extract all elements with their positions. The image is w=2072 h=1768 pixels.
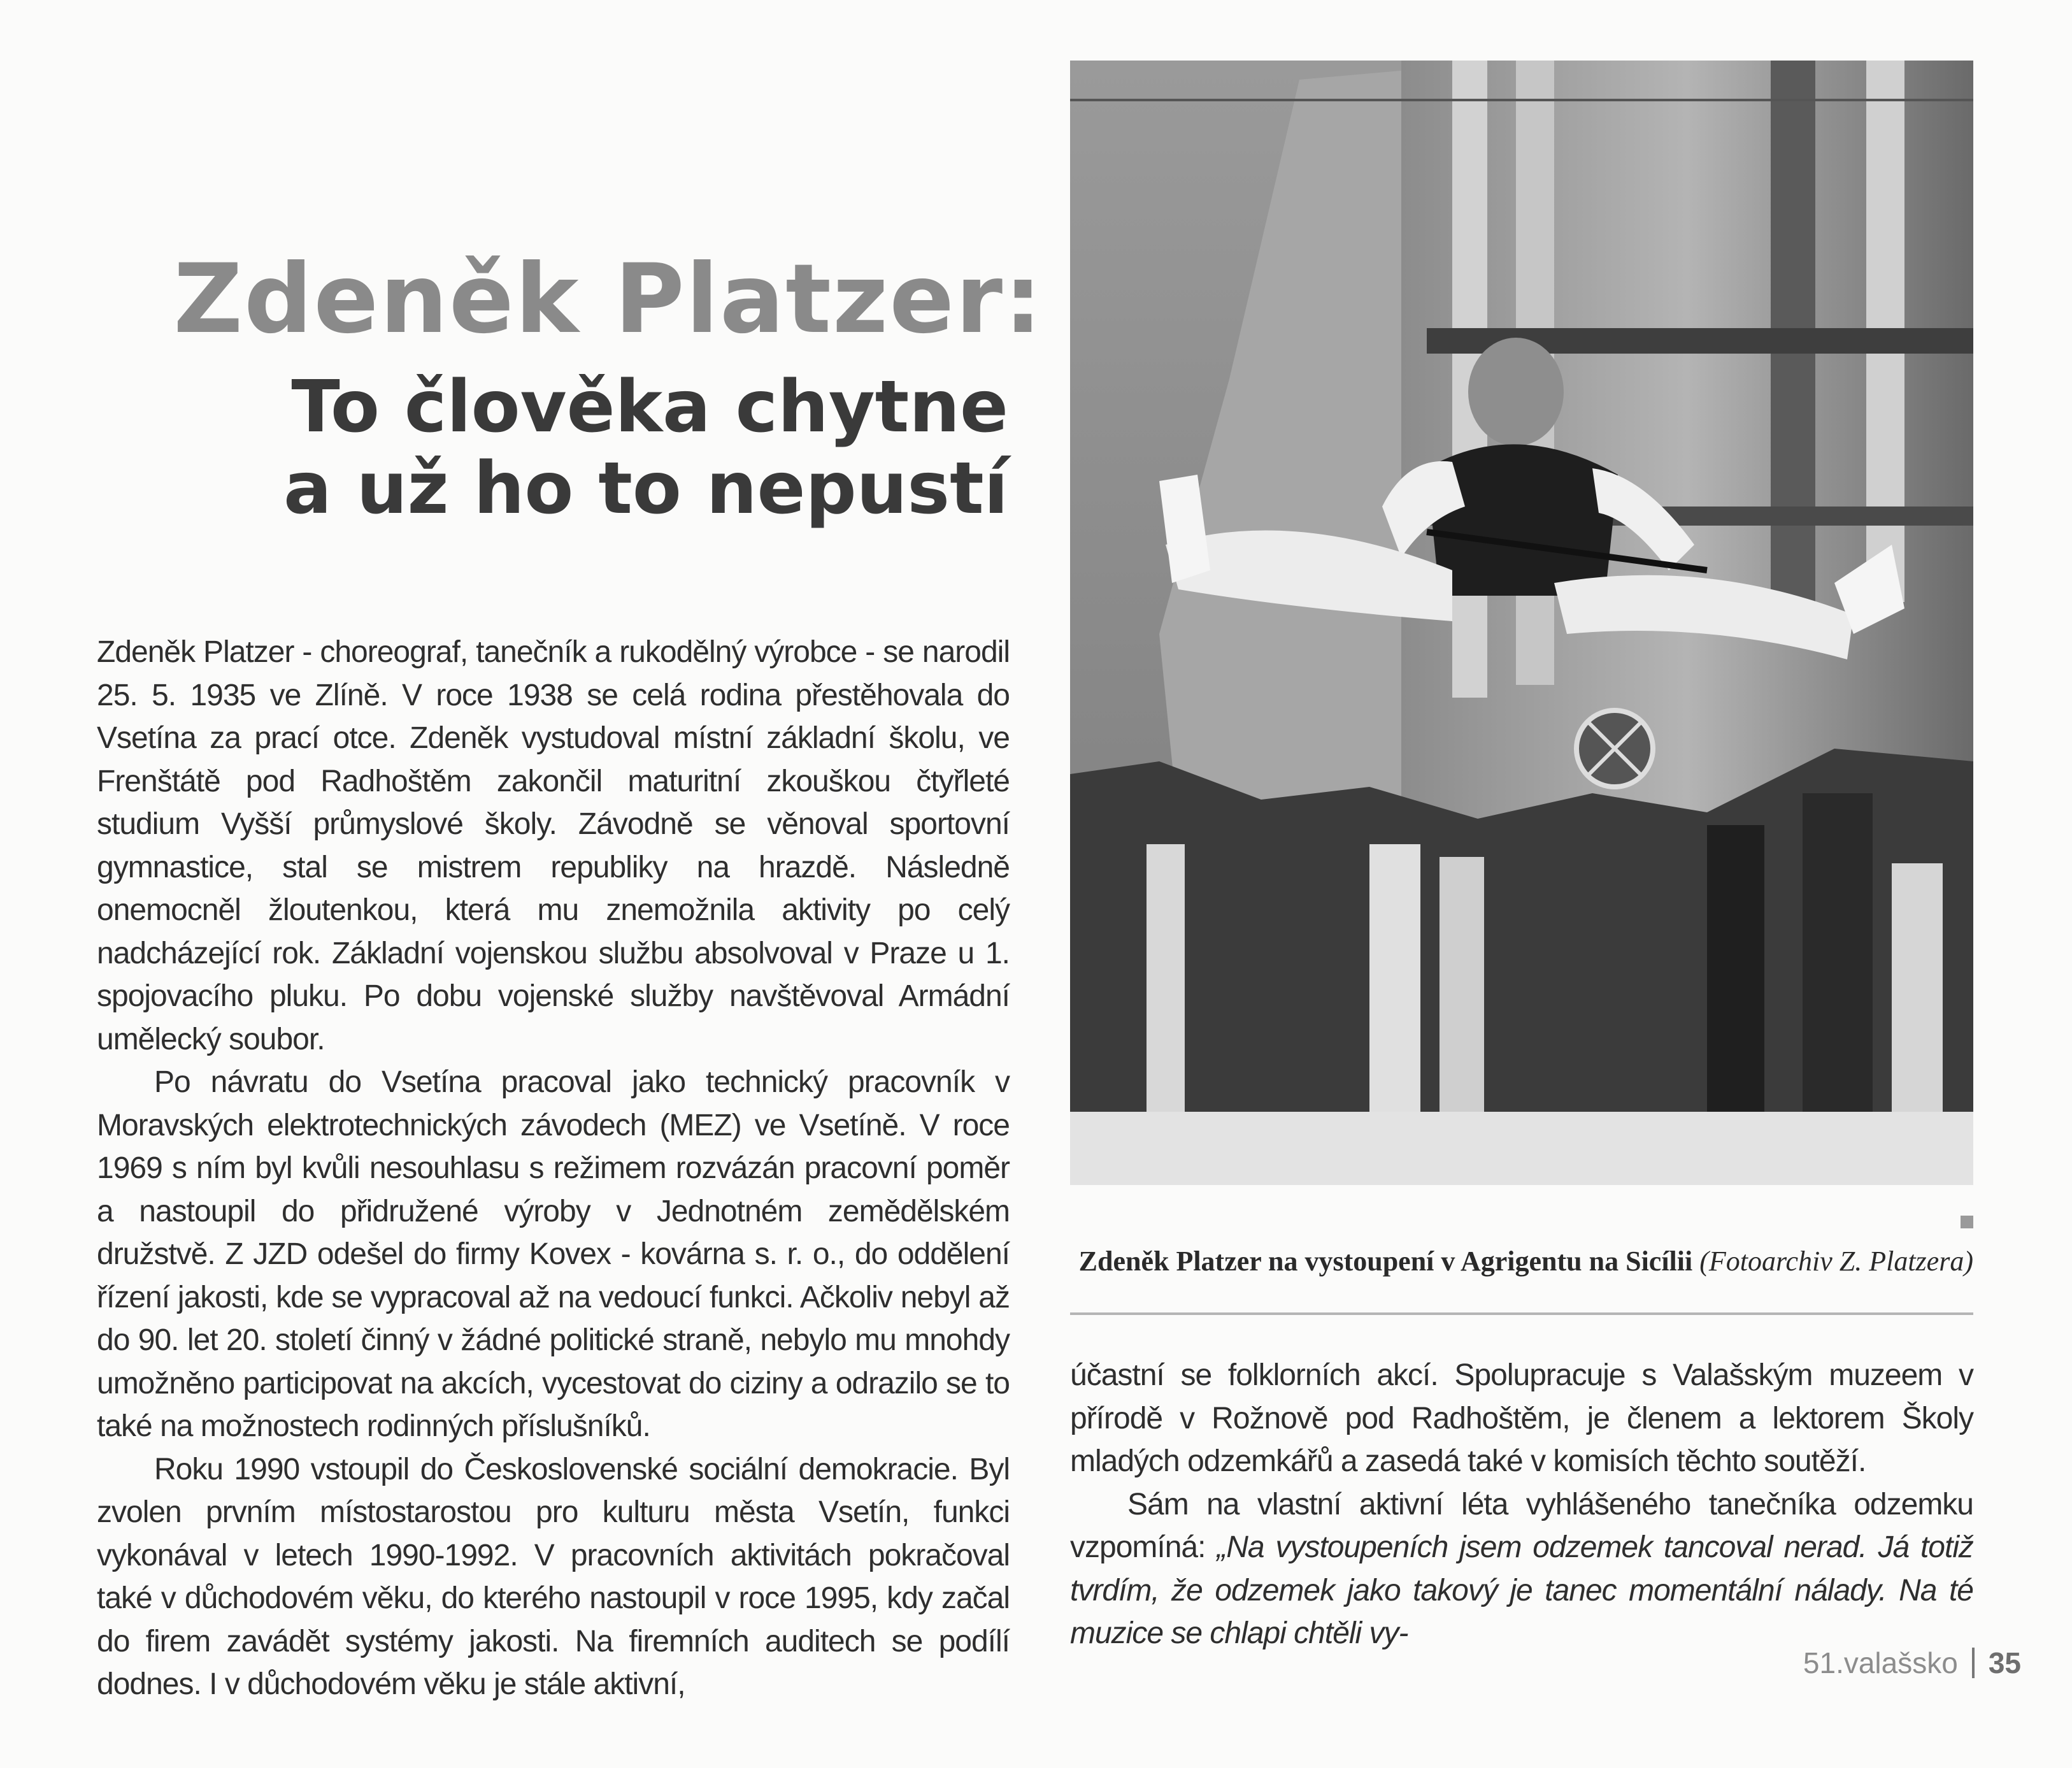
paragraph-5 bbox=[1070, 1483, 1973, 1655]
article-title: Zdeněk Platzer: bbox=[173, 244, 1043, 355]
article-subtitle-line-1: To člověka chytne bbox=[291, 366, 1008, 449]
paragraph-2: Po návratu do Vsetína pracoval jako technický pracovník v Moravských elektrotechnických závodech (MEZ) ve Vsetíně. V roce 1969 s ním byl kvůli nesouhlasu s režimem rozvázán pracovní poměr a nastoupil do přidružené výroby v Jednotném zemědělském družstvě. Z JZD odešel do firmy Kovex - kovárna s. r. o., do oddělení řízení jakosti, kde se vypracoval až na vedoucí funkci. Ačkoliv nebyl až do 90. let 20. století činný v žádné politické straně, nebylo mu mnohdy umožněno participovat na akcích, vycestovat do ciziny a odrazilo se to také na možnostech rodinných příslušníků. bbox=[97, 1065, 1010, 1443]
left-text-column bbox=[97, 631, 1010, 1706]
paragraph-1: Zdeněk Platzer - choreograf, tanečník a rukodělný výrobce - se narodil 25. 5. 1935 ve Zlíně. V roce 1938 se celá rodina přestěhovala do Vsetína za prací otce. Zdeněk vystudoval místní základní školu, ve Frenštátě pod Radhoštěm zakončil maturitní zkouškou čtyřleté studium Vyšší průmyslové školy. Závodně se věnoval sportovní gymnastice, stal se mistrem republiky na hrazdě. Následně onemocněl žloutenkou, která mu znemožnila aktivity po celý nadcházející rok. Základní vojenskou službu absolvoval v Praze u 1. spojovacího pluku. Po dobu vojenské služby navštěvoval Armádní umělecký soubor. bbox=[97, 635, 1010, 1056]
footer-separator bbox=[1972, 1648, 1975, 1678]
article-photo bbox=[1070, 61, 1973, 1185]
quote-text: „Na vystoupeních jsem odzemek tancoval nerad. Já totiž tvrdím, že odzemek jako takový je tanec momentální nálady. Na té muzice se chlapi chtěli vy- bbox=[1070, 1530, 1973, 1650]
page-footer bbox=[1803, 1644, 2021, 1682]
paragraph-4: účastní se folklorních akcí. Spolupracuje s Valašským muzeem v přírodě v Rožnově pod Radhoštěm, je členem a lektorem Školy mladých odzemkářů a zasedá také v komisích těchto soutěží. bbox=[1070, 1358, 1973, 1478]
caption-text: Zdeněk Platzer na vystoupení v Agrigentu na Sicílii bbox=[1078, 1246, 1693, 1277]
article-subtitle bbox=[283, 366, 1008, 529]
publication-name: 51.valašsko bbox=[1803, 1646, 1958, 1679]
photo-caption bbox=[1070, 1242, 1973, 1281]
caption-marker bbox=[1961, 1216, 1973, 1228]
article-subtitle-line-2: a už ho to nepustí bbox=[283, 447, 1008, 530]
caption-divider bbox=[1070, 1312, 1973, 1315]
page-number: 35 bbox=[1988, 1646, 2021, 1679]
right-text-column bbox=[1070, 1354, 1973, 1655]
caption-credit: (Fotoarchiv Z. Platzera) bbox=[1699, 1246, 1973, 1277]
paragraph-3: Roku 1990 vstoupil do Československé sociální demokracie. Byl zvolen prvním místostarostou pro kulturu města Vsetín, funkci vykonával v letech 1990-1992. V pracovních aktivitách pokračoval také v důchodovém věku, do kterého nastoupil v roce 1995, kdy začal do firem zavádět systémy jakosti. Na firemních auditech se podílí dodnes. I v důchodovém věku je stále aktivní, bbox=[97, 1452, 1010, 1701]
quote-intro: Sám na vlastní aktivní léta vyhlášeného tanečníka odzemku vzpomíná: bbox=[1070, 1487, 1973, 1564]
dancer-photo-illustration bbox=[1070, 61, 1973, 1185]
